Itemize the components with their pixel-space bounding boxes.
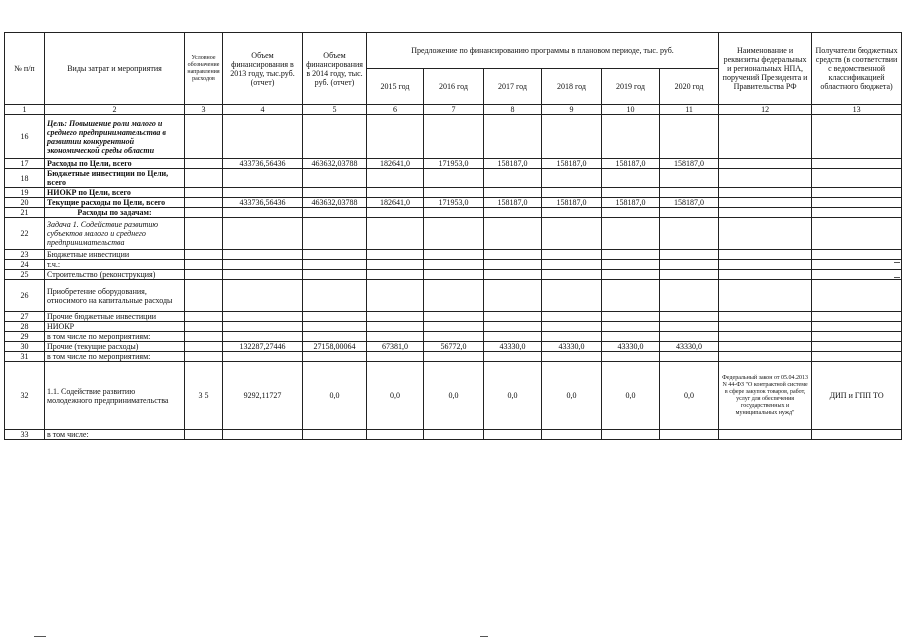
column-number: 8 (484, 105, 542, 115)
row-year-value (484, 332, 542, 342)
row-vol-2014 (303, 270, 367, 280)
row-npa (719, 260, 812, 270)
row-number: 20 (5, 198, 45, 208)
row-npa (719, 218, 812, 250)
row-year-value (542, 352, 602, 362)
row-vol-2013 (223, 332, 303, 342)
row-year-value (660, 322, 719, 332)
table-row (5, 159, 902, 169)
row-code (185, 332, 223, 342)
row-year-value (367, 218, 424, 250)
row-label: Текущие расходы по Цели, всего (45, 198, 185, 208)
row-number: 18 (5, 169, 45, 188)
row-year-value (602, 280, 660, 312)
header-year: 2019 год (602, 69, 660, 105)
row-vol-2014 (303, 218, 367, 250)
row-year-value (367, 188, 424, 198)
row-npa (719, 270, 812, 280)
row-year-value: 0,0 (542, 362, 602, 430)
row-year-value (424, 280, 484, 312)
row-npa (719, 342, 812, 352)
row-year-value (602, 260, 660, 270)
row-npa: Федеральный закон от 05.04.2013 N 44-ФЗ "О контрактной системе в сфере закупок товаров, работ, услуг для обеспечения государственных и муниципальных нужд" (719, 362, 812, 430)
row-npa (719, 250, 812, 260)
table-row (5, 188, 902, 198)
row-recipient: ДИП и ГПП ТО (812, 362, 902, 430)
row-year-value (542, 115, 602, 159)
row-vol-2013 (223, 430, 303, 440)
header-npa: Наименование и реквизиты федеральных и региональных НПА, поручений Президента и Правительства РФ (719, 33, 812, 105)
row-number: 25 (5, 270, 45, 280)
column-number: 6 (367, 105, 424, 115)
row-year-value (367, 322, 424, 332)
row-year-value (602, 352, 660, 362)
row-year-value (602, 270, 660, 280)
row-recipient (812, 169, 902, 188)
row-year-value (424, 270, 484, 280)
row-recipient (812, 322, 902, 332)
column-number: 13 (812, 105, 902, 115)
row-code (185, 352, 223, 362)
row-year-value: 0,0 (424, 362, 484, 430)
row-recipient (812, 159, 902, 169)
row-year-value (367, 208, 424, 218)
row-year-value (660, 332, 719, 342)
row-number: 30 (5, 342, 45, 352)
row-number: 31 (5, 352, 45, 362)
row-label: в том числе по мероприятиям: (45, 352, 185, 362)
row-number: 19 (5, 188, 45, 198)
finance-table-sheet (4, 32, 901, 440)
row-year-value (602, 250, 660, 260)
row-year-value (424, 332, 484, 342)
row-label: т.ч.: (45, 260, 185, 270)
column-number: 11 (660, 105, 719, 115)
row-year-value (484, 352, 542, 362)
row-year-value (660, 280, 719, 312)
row-vol-2013 (223, 218, 303, 250)
row-recipient (812, 342, 902, 352)
row-vol-2014 (303, 188, 367, 198)
row-recipient (812, 430, 902, 440)
table-row (5, 430, 902, 440)
row-label: Приобретение оборудования, относимого на капитальные расходы (45, 280, 185, 312)
row-year-value (660, 115, 719, 159)
row-recipient (812, 218, 902, 250)
row-year-value (424, 218, 484, 250)
row-year-value (484, 208, 542, 218)
row-year-value (484, 169, 542, 188)
row-label: Прочие бюджетные инвестиции (45, 312, 185, 322)
row-npa (719, 280, 812, 312)
row-year-value (424, 322, 484, 332)
scan-mark (894, 277, 900, 278)
row-code (185, 169, 223, 188)
row-year-value: 0,0 (367, 362, 424, 430)
row-npa (719, 352, 812, 362)
header-num: № п/п (5, 33, 45, 105)
row-vol-2013 (223, 270, 303, 280)
row-year-value (542, 280, 602, 312)
table-row (5, 260, 902, 270)
row-year-value (484, 260, 542, 270)
row-label: Расходы по Цели, всего (45, 159, 185, 169)
row-year-value: 56772,0 (424, 342, 484, 352)
row-npa (719, 430, 812, 440)
row-recipient (812, 198, 902, 208)
row-code (185, 270, 223, 280)
row-year-value (602, 218, 660, 250)
row-number: 17 (5, 159, 45, 169)
header-recipients: Получатели бюджетных средств (в соответствии с ведомственной классификацией областного бюджета) (812, 33, 902, 105)
row-year-value (542, 430, 602, 440)
row-code (185, 312, 223, 322)
row-vol-2014 (303, 430, 367, 440)
row-label: Прочие (текущие расходы) (45, 342, 185, 352)
row-year-value (542, 188, 602, 198)
header-year: 2018 год (542, 69, 602, 105)
row-year-value: 158187,0 (660, 198, 719, 208)
row-year-value (660, 260, 719, 270)
row-vol-2013 (223, 208, 303, 218)
row-year-value (602, 188, 660, 198)
header-year: 2015 год (367, 69, 424, 105)
row-code (185, 250, 223, 260)
row-npa (719, 169, 812, 188)
table-row (5, 270, 902, 280)
row-year-value (660, 208, 719, 218)
column-number: 5 (303, 105, 367, 115)
row-recipient (812, 115, 902, 159)
row-year-value (602, 332, 660, 342)
row-year-value: 158187,0 (602, 198, 660, 208)
row-year-value (367, 312, 424, 322)
row-year-value (484, 250, 542, 260)
row-year-value (660, 270, 719, 280)
table-row (5, 342, 902, 352)
row-year-value (484, 115, 542, 159)
column-number: 12 (719, 105, 812, 115)
row-recipient (812, 250, 902, 260)
header-year: 2017 год (484, 69, 542, 105)
table-row (5, 352, 902, 362)
row-year-value: 158187,0 (660, 159, 719, 169)
row-year-value (602, 322, 660, 332)
row-recipient (812, 260, 902, 270)
row-year-value (602, 169, 660, 188)
header-vol-2013: Объем финансирования в 2013 году, тыс.руб. (отчет) (223, 33, 303, 105)
column-number: 10 (602, 105, 660, 115)
table-row (5, 332, 902, 342)
row-label: в том числе: (45, 430, 185, 440)
row-year-value (367, 169, 424, 188)
table-row (5, 312, 902, 322)
row-npa (719, 198, 812, 208)
row-year-value: 43330,0 (484, 342, 542, 352)
column-number: 7 (424, 105, 484, 115)
row-year-value (424, 188, 484, 198)
row-year-value (367, 115, 424, 159)
row-year-value (484, 280, 542, 312)
row-code (185, 430, 223, 440)
table-row (5, 208, 902, 218)
row-year-value (424, 250, 484, 260)
row-code (185, 115, 223, 159)
row-vol-2013: 433736,56436 (223, 159, 303, 169)
row-code (185, 188, 223, 198)
row-npa (719, 312, 812, 322)
table-row (5, 198, 902, 208)
row-year-value (602, 208, 660, 218)
row-vol-2013 (223, 352, 303, 362)
row-year-value (484, 270, 542, 280)
row-year-value (424, 115, 484, 159)
row-number: 16 (5, 115, 45, 159)
row-npa (719, 115, 812, 159)
row-recipient (812, 332, 902, 342)
row-year-value: 43330,0 (660, 342, 719, 352)
row-year-value (660, 218, 719, 250)
column-number: 3 (185, 105, 223, 115)
row-vol-2013 (223, 188, 303, 198)
row-vol-2013 (223, 260, 303, 270)
row-vol-2013: 433736,56436 (223, 198, 303, 208)
row-npa (719, 208, 812, 218)
row-year-value: 0,0 (660, 362, 719, 430)
row-label: Цель: Повышение роли малого и среднего предпринимательства в развитии конкурентной экономической среды области (45, 115, 185, 159)
table-row (5, 169, 902, 188)
row-year-value (660, 188, 719, 198)
row-year-value (367, 250, 424, 260)
row-year-value: 0,0 (602, 362, 660, 430)
row-year-value: 182641,0 (367, 198, 424, 208)
row-number: 24 (5, 260, 45, 270)
row-year-value: 158187,0 (602, 159, 660, 169)
row-vol-2013 (223, 322, 303, 332)
row-number: 27 (5, 312, 45, 322)
row-year-value (424, 169, 484, 188)
header-code: Условное обозначение направления расходов (185, 33, 223, 105)
row-npa (719, 332, 812, 342)
row-npa (719, 188, 812, 198)
row-npa (719, 159, 812, 169)
row-vol-2014: 463632,03788 (303, 198, 367, 208)
header-plan: Предложение по финансированию программы в плановом периоде, тыс. руб. (367, 33, 719, 69)
row-year-value (542, 250, 602, 260)
row-year-value (484, 188, 542, 198)
row-vol-2014 (303, 115, 367, 159)
table-row (5, 280, 902, 312)
row-year-value (542, 260, 602, 270)
row-year-value: 182641,0 (367, 159, 424, 169)
row-code (185, 218, 223, 250)
row-year-value (660, 430, 719, 440)
column-number: 4 (223, 105, 303, 115)
row-code (185, 159, 223, 169)
row-label: НИОКР по Цели, всего (45, 188, 185, 198)
row-year-value (660, 352, 719, 362)
row-year-value (424, 312, 484, 322)
row-code (185, 322, 223, 332)
row-label: Задача 1. Содействие развитию субъектов малого и среднего предпринимательства (45, 218, 185, 250)
row-recipient (812, 188, 902, 198)
row-year-value (484, 430, 542, 440)
row-code: 3 5 (185, 362, 223, 430)
row-vol-2014: 0,0 (303, 362, 367, 430)
row-year-value (542, 332, 602, 342)
row-year-value (367, 270, 424, 280)
row-year-value (542, 169, 602, 188)
row-vol-2014 (303, 312, 367, 322)
row-year-value: 158187,0 (542, 159, 602, 169)
row-vol-2013 (223, 280, 303, 312)
header-vol-2014: Объем финансирования в 2014 году, тыс. руб. (отчет) (303, 33, 367, 105)
row-vol-2013 (223, 115, 303, 159)
row-year-value: 43330,0 (602, 342, 660, 352)
row-vol-2013 (223, 312, 303, 322)
row-recipient (812, 312, 902, 322)
row-year-value (424, 430, 484, 440)
row-vol-2013: 9292,11727 (223, 362, 303, 430)
row-year-value (602, 430, 660, 440)
row-year-value (484, 312, 542, 322)
row-recipient (812, 352, 902, 362)
row-label: Строительство (реконструкция) (45, 270, 185, 280)
header-year: 2016 год (424, 69, 484, 105)
row-year-value (484, 218, 542, 250)
row-number: 23 (5, 250, 45, 260)
row-year-value: 158187,0 (542, 198, 602, 208)
row-vol-2013 (223, 169, 303, 188)
row-code (185, 280, 223, 312)
row-vol-2014 (303, 208, 367, 218)
row-year-value (602, 115, 660, 159)
table-row (5, 322, 902, 332)
row-vol-2014 (303, 250, 367, 260)
row-year-value: 171953,0 (424, 198, 484, 208)
row-year-value (484, 322, 542, 332)
row-year-value: 43330,0 (542, 342, 602, 352)
row-number: 26 (5, 280, 45, 312)
row-code (185, 198, 223, 208)
row-year-value: 158187,0 (484, 198, 542, 208)
row-year-value (424, 260, 484, 270)
row-year-value (367, 260, 424, 270)
row-year-value (367, 430, 424, 440)
row-year-value (660, 312, 719, 322)
row-year-value (542, 270, 602, 280)
row-label: в том числе по мероприятиям: (45, 332, 185, 342)
row-number: 33 (5, 430, 45, 440)
table-row (5, 218, 902, 250)
row-year-value (660, 250, 719, 260)
row-year-value (542, 208, 602, 218)
row-npa (719, 322, 812, 332)
row-label: НИОКР (45, 322, 185, 332)
row-vol-2014 (303, 352, 367, 362)
row-vol-2014: 27158,00064 (303, 342, 367, 352)
row-label: 1.1. Содействие развитию молодежного предпринимательства (45, 362, 185, 430)
row-number: 28 (5, 322, 45, 332)
row-year-value (542, 312, 602, 322)
row-year-value (367, 332, 424, 342)
table-row (5, 250, 902, 260)
row-year-value (424, 352, 484, 362)
row-vol-2014 (303, 169, 367, 188)
row-vol-2014 (303, 280, 367, 312)
row-year-value: 171953,0 (424, 159, 484, 169)
row-label: Бюджетные инвестиции по Цели, всего (45, 169, 185, 188)
row-code (185, 342, 223, 352)
column-number: 9 (542, 105, 602, 115)
table-row (5, 362, 902, 430)
row-recipient (812, 280, 902, 312)
row-year-value (602, 312, 660, 322)
row-label: Бюджетные инвестиции (45, 250, 185, 260)
row-label: Расходы по задачам: (45, 208, 185, 218)
row-vol-2013 (223, 250, 303, 260)
header-name: Виды затрат и мероприятия (45, 33, 185, 105)
row-vol-2014: 463632,03788 (303, 159, 367, 169)
row-year-value: 67381,0 (367, 342, 424, 352)
row-year-value (424, 208, 484, 218)
row-number: 29 (5, 332, 45, 342)
row-year-value: 158187,0 (484, 159, 542, 169)
row-vol-2014 (303, 322, 367, 332)
row-number: 32 (5, 362, 45, 430)
column-number: 2 (45, 105, 185, 115)
row-recipient (812, 208, 902, 218)
table-row (5, 115, 902, 159)
row-year-value (367, 352, 424, 362)
row-number: 21 (5, 208, 45, 218)
row-number: 22 (5, 218, 45, 250)
column-number: 1 (5, 105, 45, 115)
scan-mark (894, 262, 900, 263)
row-year-value (660, 169, 719, 188)
row-vol-2014 (303, 260, 367, 270)
row-recipient (812, 270, 902, 280)
row-code (185, 260, 223, 270)
row-year-value (542, 218, 602, 250)
scan-mark (480, 636, 488, 637)
row-year-value (542, 322, 602, 332)
row-vol-2013: 132287,27446 (223, 342, 303, 352)
row-code (185, 208, 223, 218)
row-year-value: 0,0 (484, 362, 542, 430)
column-number-row (5, 105, 902, 115)
scan-mark (34, 636, 46, 637)
finance-table (4, 32, 902, 440)
row-vol-2014 (303, 332, 367, 342)
header-year: 2020 год (660, 69, 719, 105)
row-year-value (367, 280, 424, 312)
